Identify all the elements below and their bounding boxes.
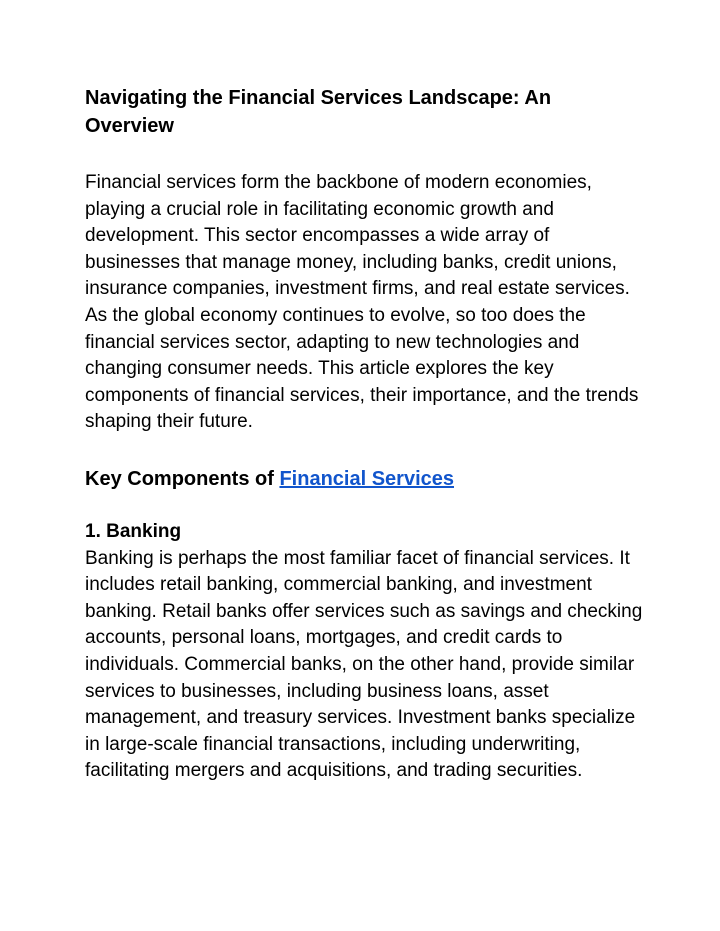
document-title: Navigating the Financial Services Landscape: An Overview [85,87,552,137]
section-heading-key-components [85,465,645,493]
intro-paragraph: Financial services form the backbone of modern economies, playing a crucial role in facilitating economic growth and development. This sector encompasses a wide array of businesses that manage money, including banks, credit unions, insurance companies, investment firms, and real estate services. As the global economy continues to evolve, so too does the financial services sector, adapting to new technologies and changing consumer needs. This article explores the key components of financial services, their importance, and the trends shaping their future. [85,172,639,433]
banking-paragraph: Banking is perhaps the most familiar facet of financial services. It includes retail banking, commercial banking, and investment banking. Retail banks offer services such as savings and checking accounts, personal loans, mortgages, and credit cards to individuals. Commercial banks, on the other hand, provide similar services to businesses, including business loans, asset management, and treasury services. Investment banks specialize in large-scale financial transactions, including underwriting, facilitating mergers and acquisitions, and trading securities. [85,547,643,782]
document-page [85,84,645,785]
section-heading-text: Key Components of [85,467,280,490]
financial-services-link[interactable]: Financial Services [279,467,454,490]
subheading-banking: 1. Banking [85,520,182,542]
